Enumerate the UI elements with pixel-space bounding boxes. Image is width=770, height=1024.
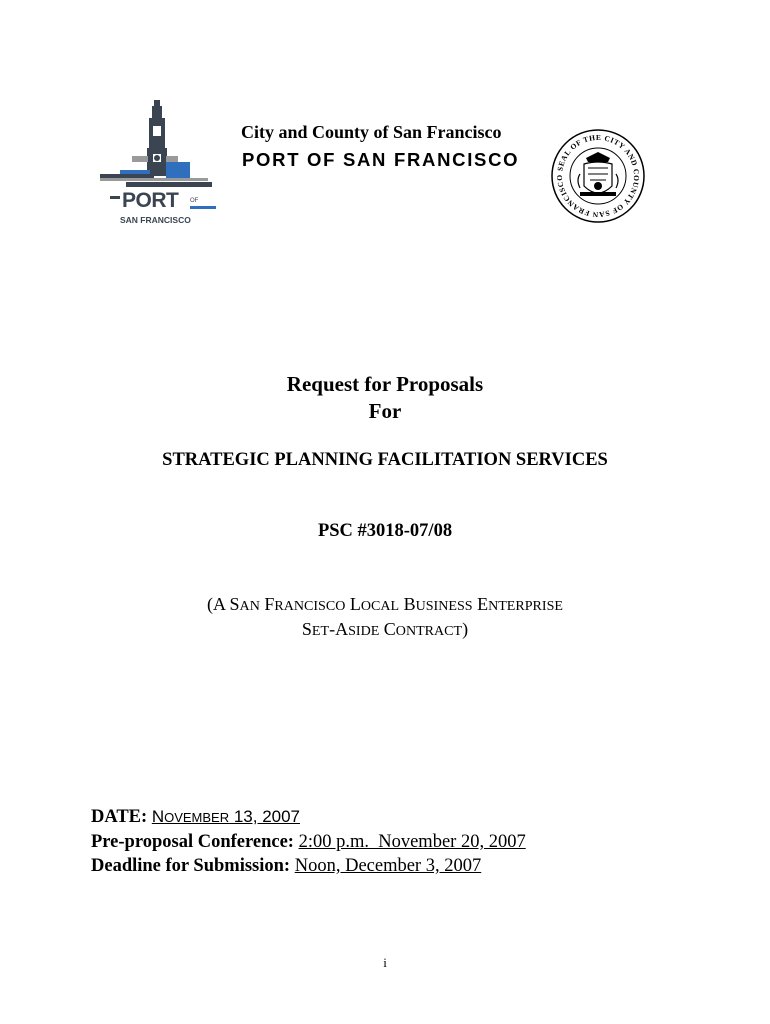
setaside-line-1 <box>0 595 770 613</box>
service-title: STRATEGIC PLANNING FACILITATION SERVICES <box>162 450 608 470</box>
setaside-line-2 <box>0 620 770 638</box>
conference-value: 2:00 p.m. November 20, 2007 <box>298 832 526 852</box>
deadline-label: Deadline for Submission: <box>91 856 291 876</box>
setaside-line-2-text: SET-ASIDE CONTRACT) <box>301 619 469 639</box>
rfp-title: Request for Proposals <box>286 372 484 396</box>
logo-port-text: PORT <box>122 189 179 212</box>
seal-ring-text: SEAL OF THE CITY AND COUNTY OF SAN FRANCISCO <box>554 132 642 220</box>
deadline-value: Noon, December 3, 2007 <box>294 856 482 876</box>
port-title: PORT OF SAN FRANCISCO <box>242 149 520 170</box>
page-number: i <box>383 955 387 970</box>
date-row <box>91 808 300 827</box>
date-label: DATE: <box>91 807 148 827</box>
logo-of-text: OF <box>190 198 199 204</box>
city-seal <box>550 128 646 224</box>
conference-label: Pre-proposal Conference: <box>91 832 294 852</box>
setaside-line-1-text: (A SAN FRANCISCO LOCAL BUSINESS ENTERPRISE <box>207 594 563 614</box>
conference-row <box>91 833 526 852</box>
deadline-row <box>91 857 481 876</box>
logo-city-text: SAN FRANCISCO <box>120 215 191 225</box>
psc-number: PSC #3018-07/08 <box>317 521 453 541</box>
rfp-for-line: For <box>368 399 402 423</box>
date-value: NOVEMBER 13, 2007 <box>151 807 301 826</box>
city-county-title: City and County of San Francisco <box>241 122 502 142</box>
